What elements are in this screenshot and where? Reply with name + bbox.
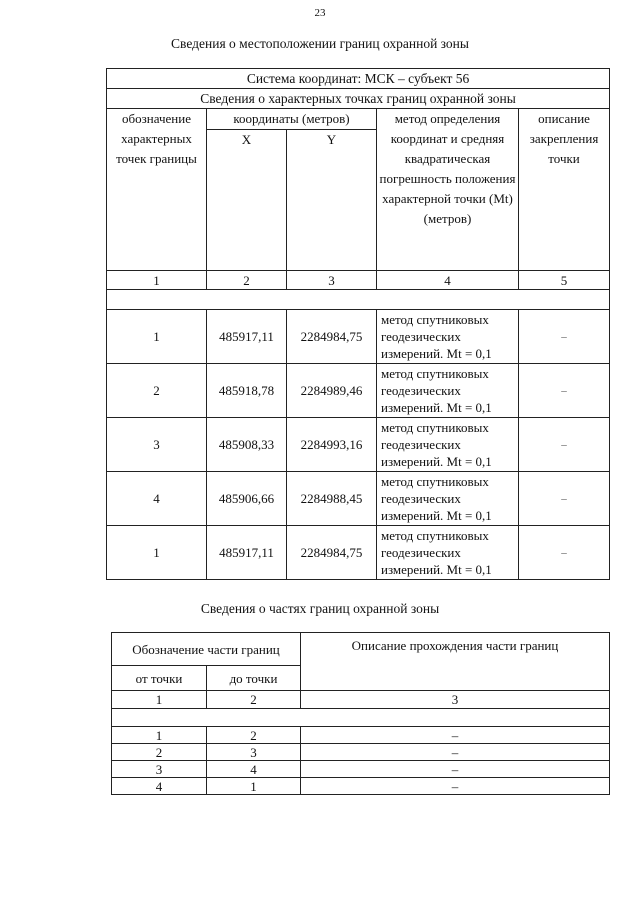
cell-y: 2284984,75 xyxy=(287,526,377,580)
boundary-parts-table xyxy=(111,632,610,795)
cell-method: метод спутниковых геодезических измерений. Mt = 0,1 xyxy=(377,418,519,472)
cell-point: 4 xyxy=(107,472,207,526)
cell-to: 1 xyxy=(207,778,301,795)
cell-x: 485917,11 xyxy=(207,526,287,580)
blank-row xyxy=(112,709,610,727)
cell-x: 485908,33 xyxy=(207,418,287,472)
header-to: до точки xyxy=(207,666,301,691)
page-number: 23 xyxy=(314,7,326,19)
column-number: 2 xyxy=(207,271,287,290)
header-y: Y xyxy=(287,130,377,271)
header-from: от точки xyxy=(112,666,207,691)
cell-description: – xyxy=(301,761,610,778)
table-row xyxy=(107,364,610,418)
cell-to: 4 xyxy=(207,761,301,778)
coordinate-system-label: Система координат: МСК – субъект 56 xyxy=(107,69,610,89)
column-number: 5 xyxy=(519,271,610,290)
table-row xyxy=(112,761,610,778)
column-number: 1 xyxy=(112,691,207,709)
blank-row xyxy=(107,290,610,310)
boundary-points-table xyxy=(106,68,610,580)
cell-to: 2 xyxy=(207,727,301,744)
cell-point: 2 xyxy=(107,364,207,418)
header-part-description: Описание прохождения части границ xyxy=(301,633,610,691)
table-row xyxy=(107,418,610,472)
header-coords: координаты (метров) xyxy=(207,109,377,130)
column-number: 4 xyxy=(377,271,519,290)
header-method: метод определения координат и средняя квадратическая погрешность положения характерной точки (Mt) (метров) xyxy=(377,109,519,271)
cell-description: – xyxy=(519,472,610,526)
cell-from: 1 xyxy=(112,727,207,744)
cell-method: метод спутниковых геодезических измерений. Mt = 0,1 xyxy=(377,364,519,418)
table-row xyxy=(112,744,610,761)
cell-y: 2284989,46 xyxy=(287,364,377,418)
cell-y: 2284984,75 xyxy=(287,310,377,364)
cell-from: 2 xyxy=(112,744,207,761)
cell-point: 1 xyxy=(107,526,207,580)
section-title-location: Сведения о местоположении границ охранной зоны xyxy=(171,36,469,51)
cell-description: – xyxy=(301,744,610,761)
table-row xyxy=(112,727,610,744)
header-part: Обозначение части границ xyxy=(112,633,301,666)
cell-x: 485917,11 xyxy=(207,310,287,364)
table-row xyxy=(112,778,610,795)
cell-method: метод спутниковых геодезических измерений. Mt = 0,1 xyxy=(377,310,519,364)
cell-description: – xyxy=(519,526,610,580)
cell-y: 2284993,16 xyxy=(287,418,377,472)
cell-description: – xyxy=(301,727,610,744)
cell-description: – xyxy=(301,778,610,795)
cell-point: 3 xyxy=(107,418,207,472)
cell-from: 4 xyxy=(112,778,207,795)
cell-to: 3 xyxy=(207,744,301,761)
cell-point: 1 xyxy=(107,310,207,364)
table-row xyxy=(107,526,610,580)
cell-description: – xyxy=(519,310,610,364)
section-title-parts: Сведения о частях границ охранной зоны xyxy=(200,601,440,616)
cell-from: 3 xyxy=(112,761,207,778)
cell-x: 485918,78 xyxy=(207,364,287,418)
header-x: X xyxy=(207,130,287,271)
column-number: 2 xyxy=(207,691,301,709)
cell-description: – xyxy=(519,418,610,472)
cell-x: 485906,66 xyxy=(207,472,287,526)
column-number: 3 xyxy=(287,271,377,290)
cell-description: – xyxy=(519,364,610,418)
header-description: описание закрепления точки xyxy=(519,109,610,271)
header-point: обозначение характерных точек границы xyxy=(107,109,207,271)
table-row xyxy=(107,310,610,364)
column-number: 1 xyxy=(107,271,207,290)
table-subtitle: Сведения о характерных точках границ охранной зоны xyxy=(107,89,610,109)
table-row xyxy=(107,472,610,526)
column-number: 3 xyxy=(301,691,610,709)
cell-method: метод спутниковых геодезических измерений. Mt = 0,1 xyxy=(377,526,519,580)
cell-method: метод спутниковых геодезических измерений. Mt = 0,1 xyxy=(377,472,519,526)
cell-y: 2284988,45 xyxy=(287,472,377,526)
